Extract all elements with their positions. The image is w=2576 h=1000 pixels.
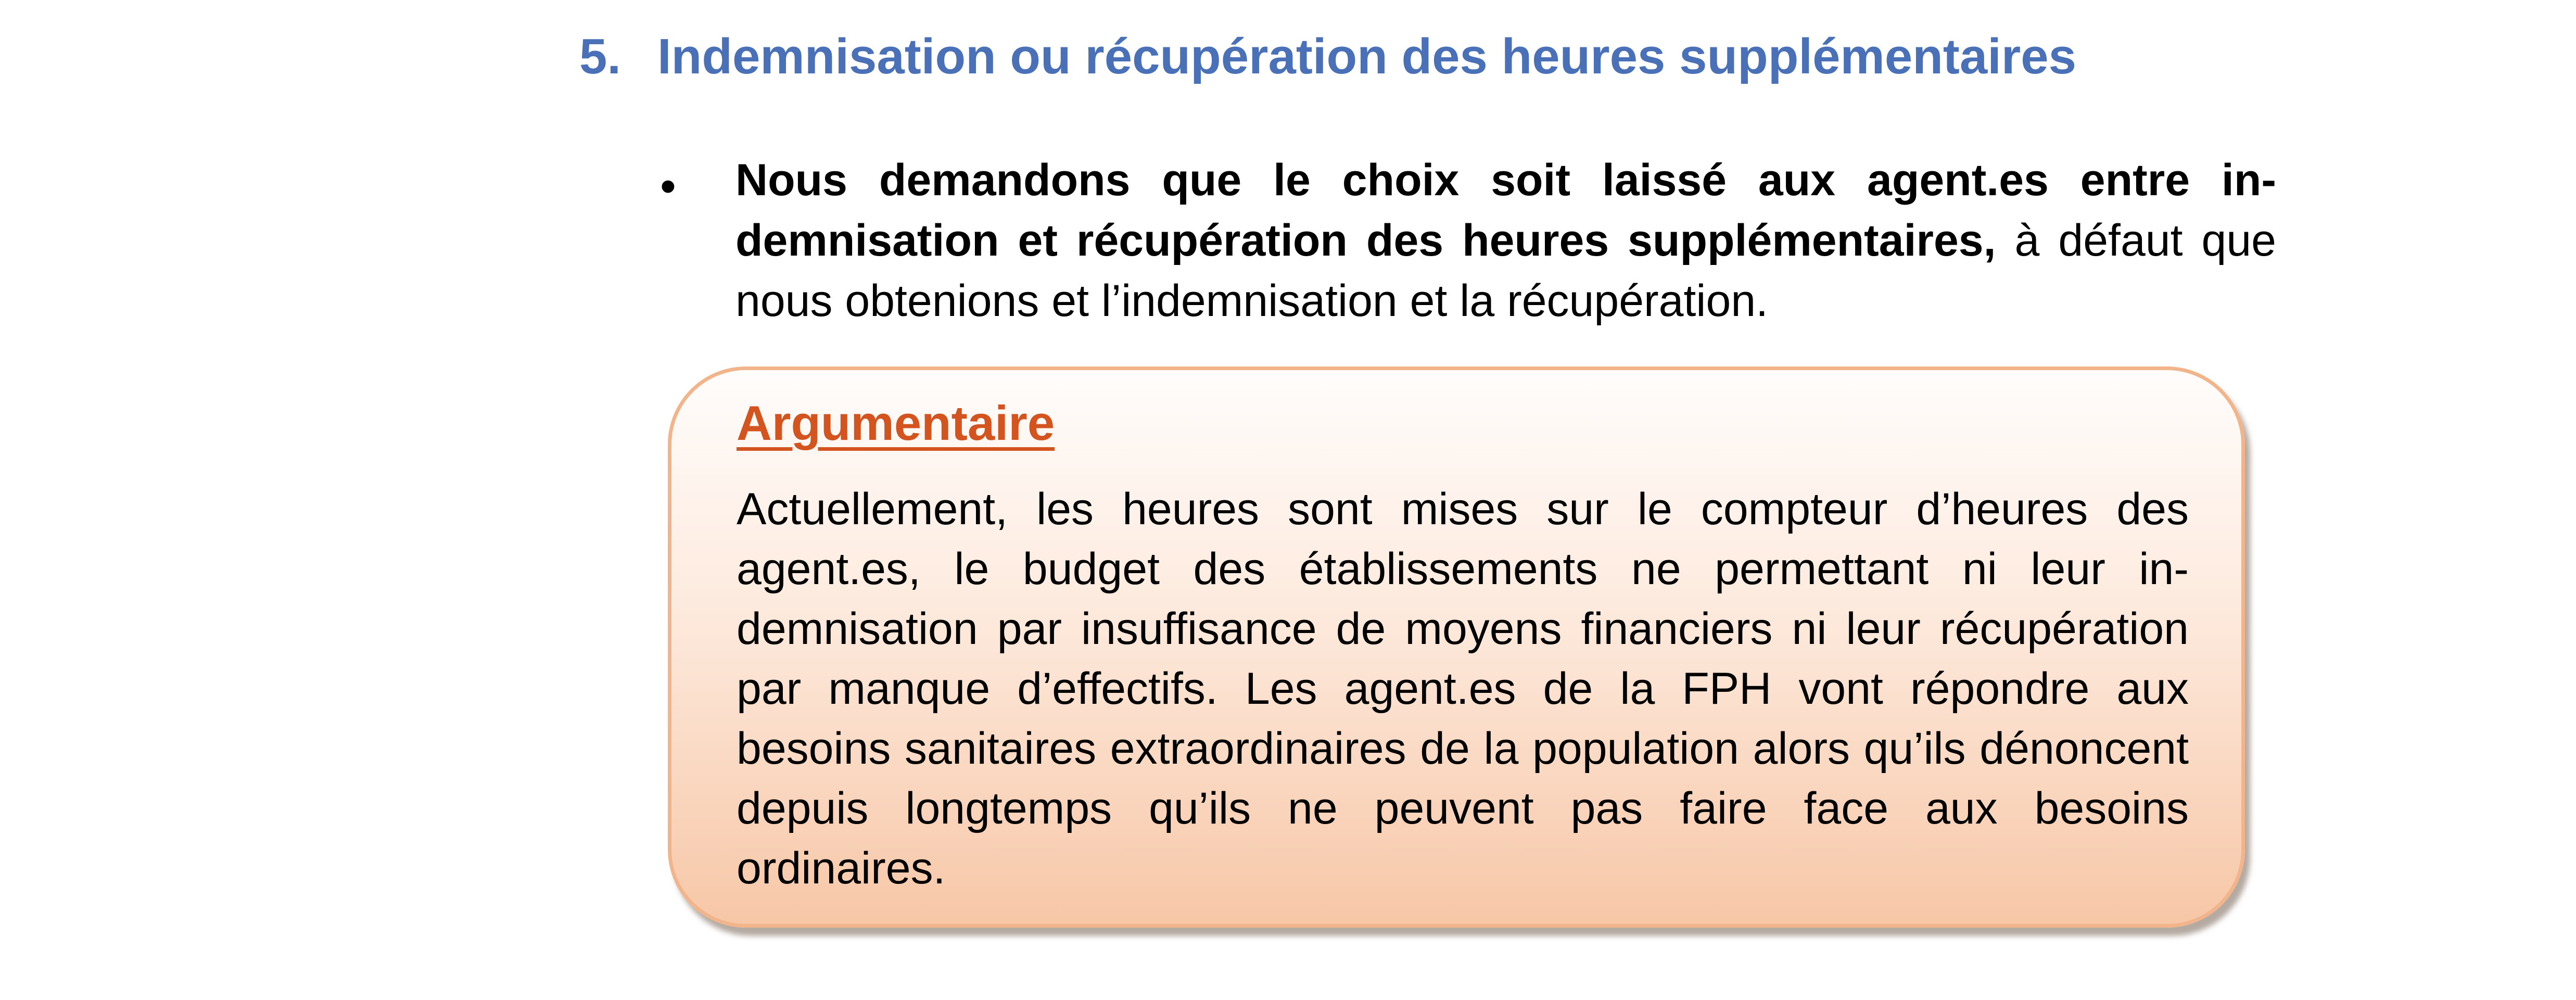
argument-callout-box — [668, 366, 2245, 928]
bullet-normal-text: à défaut que nous obtenions et l’indemnisation et la récupération. — [735, 216, 2276, 326]
section-heading — [579, 23, 2076, 91]
bullet-bold-text: Nous demandons que le choix soit laissé aux agent.es entre indemnisation et récupération des heures supplémentaires, — [735, 155, 2276, 265]
callout-title: Argumentaire — [737, 396, 1055, 450]
section-title: Indemnisation ou récupération des heures supplémentaires — [657, 29, 2077, 84]
bullet-paragraph — [735, 150, 2276, 331]
bullet-marker: • — [660, 160, 676, 212]
section-number: 5. — [579, 29, 621, 84]
callout-body-text: Actuellement, les heures sont mises sur le compteur d’heures des agent.es, le budget des établissements ne permettant ni leur indemnisation par insuffisance de moyens financiers ni leur récupération par manque d’effectifs. Les agent.es de la FPH vont répondre aux besoins sanitaires extraordinaires de la population alors qu’ils dénoncent depuis longtemps qu’ils ne peuvent pas faire face aux besoins ordinaires. — [737, 484, 2189, 893]
